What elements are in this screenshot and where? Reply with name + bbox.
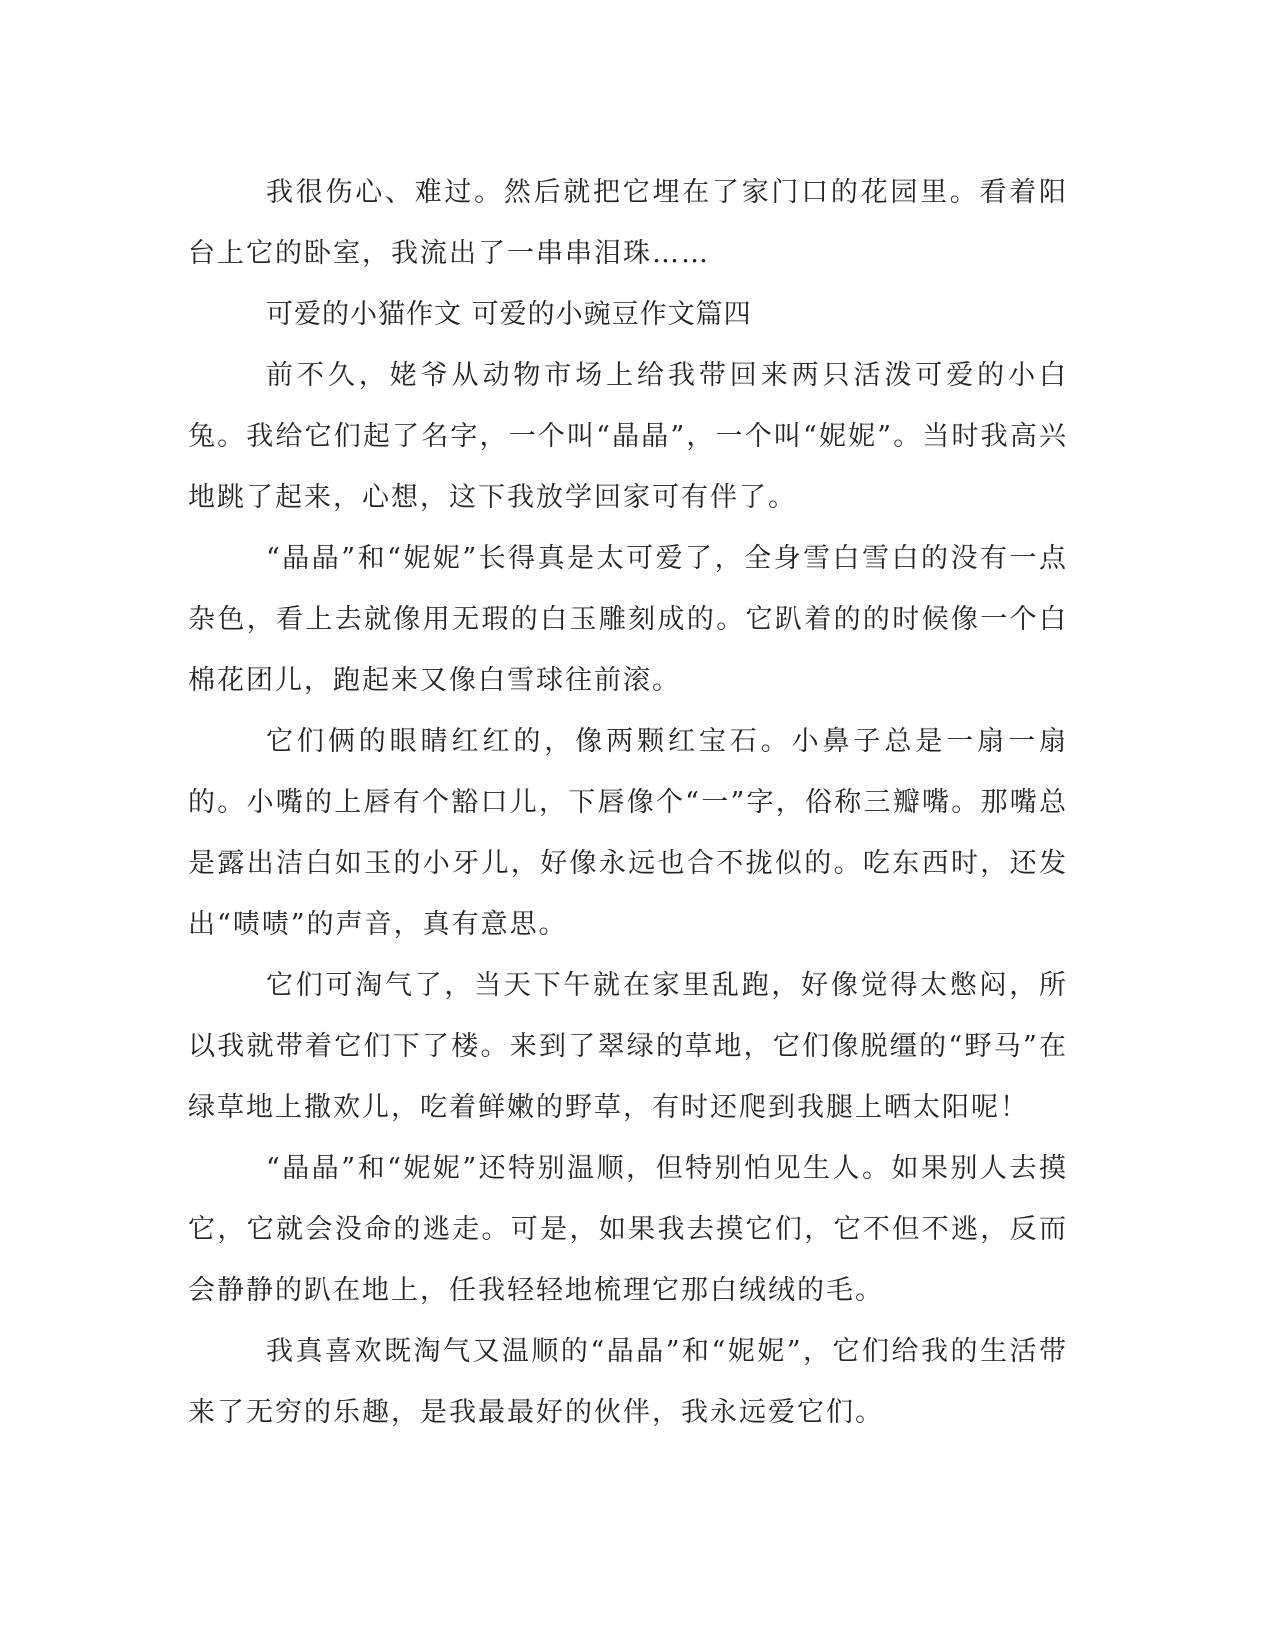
paragraph: 前不久，姥爷从动物市场上给我带回来两只活泼可爱的小白兔。我给它们起了名字，一个叫“晶晶”，一个叫“妮妮”。当时我高兴地跳了起来，心想，这下我放学回家可有伴了。	[188, 360, 1068, 513]
paragraph: 它们俩的眼睛红红的，像两颗红宝石。小鼻子总是一扇一扇的。小嘴的上唇有个豁口儿，下唇像个“一”字，俗称三瓣嘴。那嘴总是露出洁白如玉的小牙儿，好像永远也合不拢似的。吃东西时，还发出“啧啧”的声音，真有意思。	[188, 726, 1068, 940]
paragraph: 它们可淘气了，当天下午就在家里乱跑，好像觉得太憋闷，所以我就带着它们下了楼。来到了翠绿的草地，它们像脱缰的“野马”在绿草地上撒欢儿，吃着鲜嫩的野草，有时还爬到我腿上晒太阳呢！	[188, 970, 1068, 1123]
document-body	[188, 162, 1068, 1443]
section-heading: 可爱的小猫作文 可爱的小豌豆作文篇四	[266, 299, 752, 330]
paragraph: 我真喜欢既淘气又温顺的“晶晶”和“妮妮”，它们给我的生活带来了无穷的乐趣，是我最最好的伙伴，我永远爱它们。	[188, 1336, 1068, 1428]
paragraph: “晶晶”和“妮妮”还特别温顺，但特别怕见生人。如果别人去摸它，它就会没命的逃走。可是，如果我去摸它们，它不但不逃，反而会静静的趴在地上，任我轻轻地梳理它那白绒绒的毛。	[188, 1153, 1068, 1306]
paragraph: 我很伤心、难过。然后就把它埋在了家门口的花园里。看着阳台上它的卧室，我流出了一串串泪珠……	[188, 177, 1068, 269]
paragraph: “晶晶”和“妮妮”长得真是太可爱了，全身雪白雪白的没有一点杂色，看上去就像用无瑕的白玉雕刻成的。它趴着的的时候像一个白棉花团儿，跑起来又像白雪球往前滚。	[188, 543, 1068, 696]
